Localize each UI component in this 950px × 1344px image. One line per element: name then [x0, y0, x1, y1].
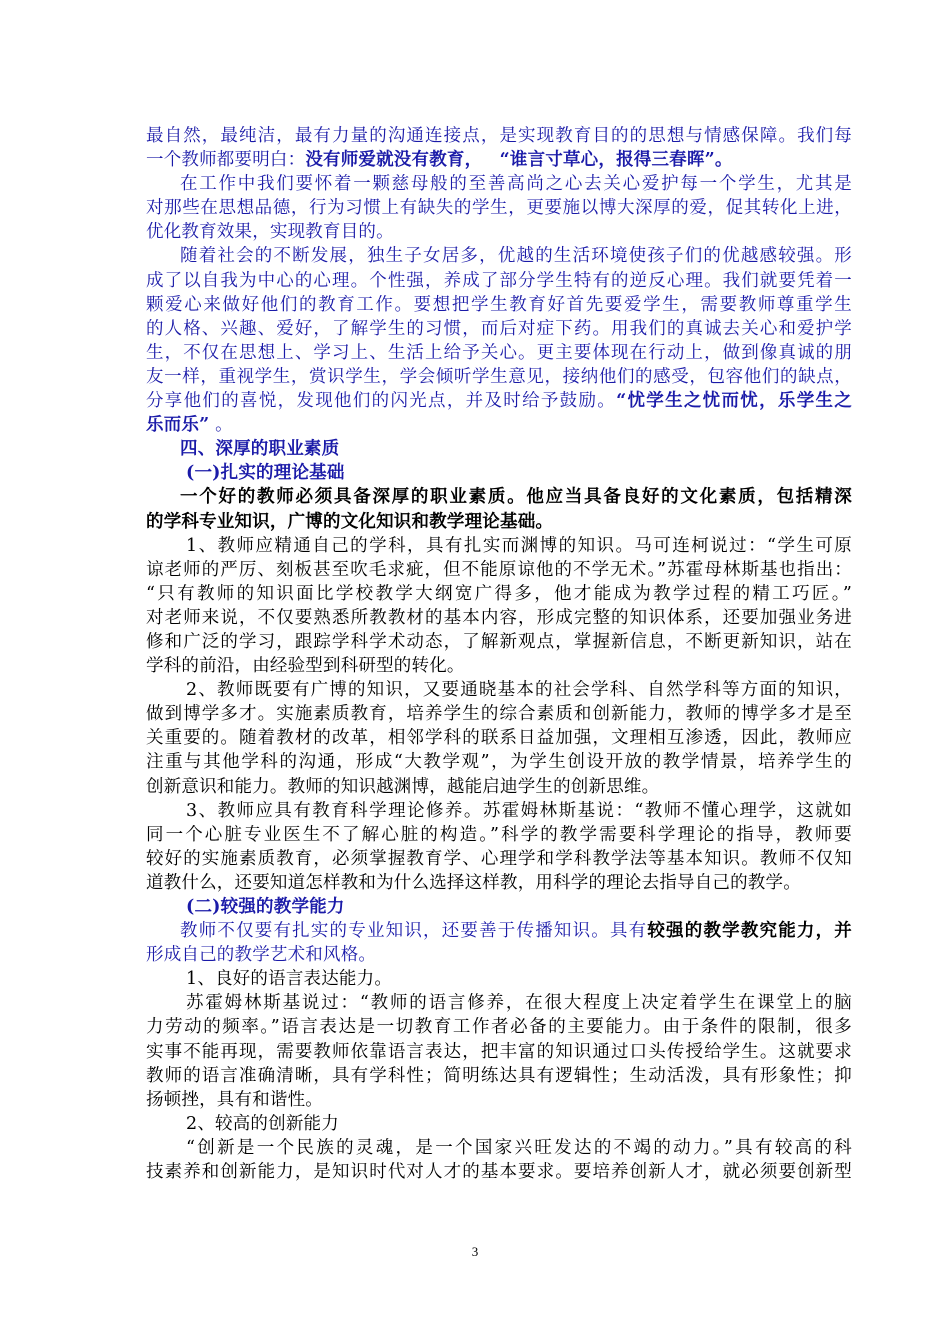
text-line: 2、教师既要有广博的知识，又要通晓基本的社会学科、自然学科等方面的知识，	[186, 680, 852, 701]
text-line: 1、良好的语言表达能力。	[186, 969, 393, 990]
text-span-bold: “谁言寸草心，报得三春晖”。	[499, 150, 733, 171]
text-line: 3、教师应具有教育科学理论修养。苏霍姆林斯基说：“教师不懂心理学，这就如	[186, 800, 852, 821]
text-line: “只有教师的知识面比学校教学大纲宽广得多，他才能成为教学过程的精工巧匠。”	[146, 583, 852, 604]
text-line: 力劳动的频率。”语言表达是一切教育工作者必备的主要能力。由于条件的限制，很多	[146, 1017, 852, 1038]
text-line: 形成自己的教学艺术和风格。	[146, 945, 377, 966]
text-span-bold: “忧学生之忧而忧，乐学生之	[616, 391, 853, 412]
text-line	[146, 389, 852, 413]
text-line: 实事不能再现，需要教师依靠语言表达，把丰富的知识通过口头传授给学生。这就要求	[146, 1041, 852, 1062]
text-line: 成了以自我为中心的心理。个性强，养成了部分学生特有的逆反心理。我们就要凭着一	[146, 270, 852, 291]
text-line: 修和广泛的学习，跟踪学科学术动态，了解新观点，掌握新信息，不断更新知识，站在	[146, 631, 852, 652]
text-line: 对那些在思想品德，行为习惯上有缺失的学生，更要施以博大深厚的爱，促其转化上进，	[146, 198, 852, 219]
text-line: 1、教师应精通自己的学科，具有扎实而渊博的知识。马可连柯说过：“学生可原	[186, 535, 852, 556]
text-line: 一个好的教师必须具备深厚的职业素质。他应当具备良好的文化素质，包括精深	[180, 487, 852, 508]
text-line: 在工作中我们要怀着一颗慈母般的至善高尚之心去关心爱护每一个学生，尤其是	[180, 174, 852, 195]
text-line	[146, 919, 852, 943]
text-line: 教师的语言准确清晰，具有学科性；简明练达具有逻辑性；生动活泼，具有形象性；抑	[146, 1065, 852, 1086]
text-line	[146, 148, 852, 172]
text-span: 教师不仅要有扎实的专业知识，还要善于传播知识。具有	[180, 921, 648, 942]
text-line: 优化教育效果，实现教育目的。	[146, 222, 394, 243]
text-line: 的学科专业知识，广博的文化知识和教学理论基础。	[146, 511, 554, 532]
subsection-heading: (一)扎实的理论基础	[186, 463, 345, 484]
text-line: 注重与其他学科的沟通，形成“大教学观”，为学生创设开放的教学情景，培养学生的	[146, 752, 852, 773]
text-line: 技素养和创新能力，是知识时代对人才的基本要求。要培养创新人才，就必须要创新型	[146, 1162, 852, 1183]
text-line: 生，不仅在思想上、学习上、生活上给予关心。更主要体现在行动上，做到像真诚的朋	[146, 342, 852, 363]
text-line: 谅老师的严厉、刻板甚至吹毛求疵，但不能原谅他的不学无术。”苏霍母林斯基也指出：	[146, 559, 852, 580]
text-line: 学科的前沿，由经验型到科研型的转化。	[146, 656, 465, 677]
text-line: 的人格、兴趣、爱好，了解学生的习惯，而后对症下药。用我们的真诚去关心和爱护学	[146, 318, 852, 339]
text-line: 较好的实施素质教育，必须掌握教育学、心理学和学科教学法等基本知识。教师不仅知	[146, 848, 852, 869]
text-line: 友一样，重视学生，赏识学生，学会倾听学生意见，接纳他们的感受，包容他们的缺点，	[146, 366, 852, 387]
subsection-heading: (二)较强的教学能力	[186, 897, 345, 917]
text-line: 创新意识和能力。教师的知识越渊博，越能启迪学生的创新思维。	[146, 776, 660, 797]
text-span-bold: 没有师爱就没有教育，	[305, 150, 483, 171]
text-span: 。	[215, 415, 233, 436]
text-span: 分享他们的喜悦，发现他们的闪光点，并及时给予鼓励。	[146, 391, 617, 412]
text-line: 苏霍姆林斯基说过：“教师的语言修养，在很大程度上决定着学生在课堂上的脑	[186, 993, 852, 1014]
document-body	[146, 124, 852, 1184]
text-line: 扬顿挫，具有和谐性。	[146, 1089, 323, 1110]
text-line: 关重要的。随着教材的改革，相邻学科的联系日益加强，文理相互渗透，因此，教师应	[146, 728, 852, 749]
text-line: 随着社会的不断发展，独生子女居多，优越的生活环境使孩子们的优越感较强。形	[180, 246, 852, 267]
text-line: 道教什么，还要知道怎样教和为什么选择这样教，用科学的理论去指导自己的教学。	[146, 872, 801, 893]
text-span: 一个教师都要明白：	[146, 150, 306, 171]
text-line: 2、较高的创新能力	[186, 1113, 339, 1134]
text-line	[146, 413, 852, 437]
text-line: “创新是一个民族的灵魂，是一个国家兴旺发达的不竭的动力。”具有较高的科	[186, 1137, 852, 1158]
text-line: 做到博学多才。实施素质教育，培养学生的综合素质和创新能力，教师的博学多才是至	[146, 704, 852, 725]
page-number: 3	[471, 1244, 479, 1259]
text-line: 颗爱心来做好他们的教育工作。要想把学生教育好首先要爱学生，需要教师尊重学生	[146, 294, 852, 315]
text-line: 最自然，最纯洁，最有力量的沟通连接点，是实现教育目的的思想与情感保障。我们每	[146, 126, 852, 146]
text-span-bold: 较强的教学教究能力，并	[647, 921, 853, 942]
text-line: 同一个心脏专业医生不了解心脏的构造。”科学的教学需要科学理论的指导，教师要	[146, 824, 852, 845]
section-heading: 四、深厚的职业素质	[180, 439, 340, 460]
text-span-bold: 乐而乐”	[146, 415, 210, 436]
text-line: 对老师来说，不仅要熟悉所教教材的基本内容，形成完整的知识体系，还要加强业务进	[146, 607, 852, 628]
